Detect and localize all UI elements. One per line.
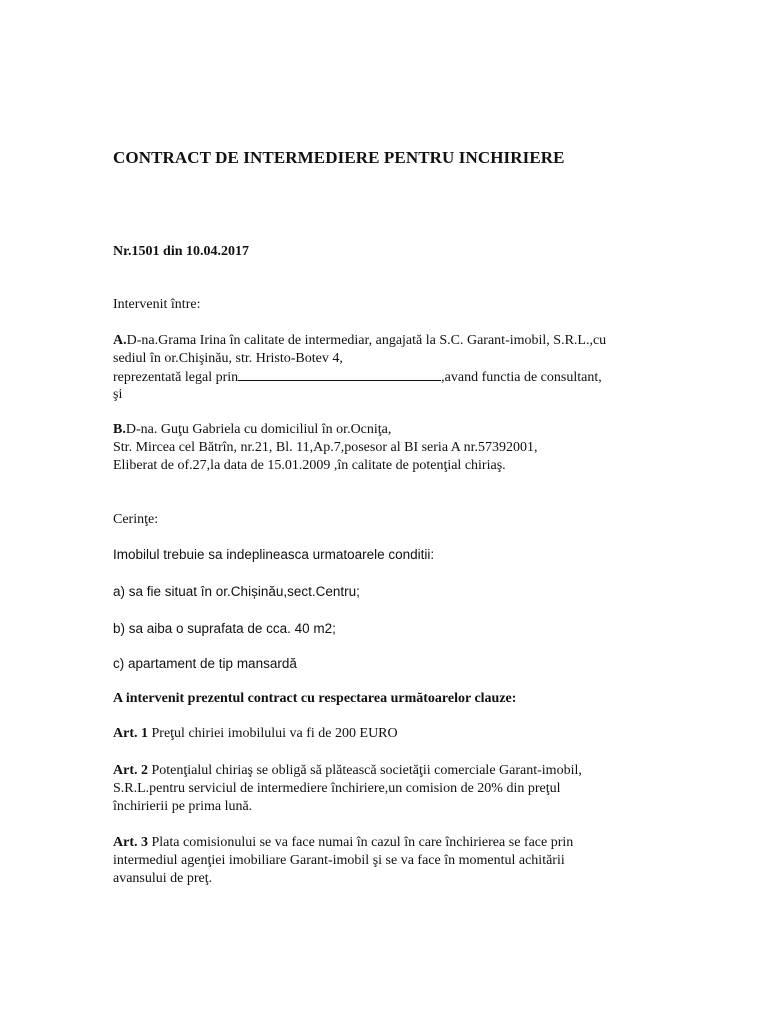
party-a-line-4: şi bbox=[113, 387, 123, 402]
clauses-heading: A intervenit prezentul contract cu respectarea următoarelor clauze: bbox=[113, 691, 517, 706]
cerinte-item-c: c) apartament de tip mansardă bbox=[113, 656, 297, 671]
art1-text: Preţul chiriei imobilului va fi de 200 EURO bbox=[148, 726, 398, 741]
party-a-text-1: D-na.Grama Irina în calitate de intermediar, angajată la S.C. Garant-imobil, S.R.L.,cu bbox=[126, 333, 607, 348]
intervenit-label: Intervenit între: bbox=[113, 297, 201, 312]
party-b-line-2: Str. Mircea cel Bătrîn, nr.21, Bl. 11,Ap.7,posesor al BI seria A nr.57392001, bbox=[113, 440, 538, 455]
contract-number: Nr.1501 din 10.04.2017 bbox=[113, 244, 250, 259]
art2-line-3: închirierii pe prima lună. bbox=[113, 799, 253, 814]
art2-line-2: S.R.L.pentru serviciul de intermediere închiriere,un comision de 20% din preţul bbox=[113, 781, 561, 796]
party-b-text-1: D-na. Guţu Gabriela cu domiciliul în or.Ocniţa, bbox=[125, 422, 392, 437]
party-b-line-1 bbox=[113, 421, 391, 439]
cerinte-item-a: a) sa fie situat în or.Chișinău,sect.Centru; bbox=[113, 584, 360, 599]
art3-line-2: intermediul agenţiei imobiliare Garant-imobil şi se va face în momentul achitării bbox=[113, 853, 565, 868]
party-a-letter: A. bbox=[113, 333, 127, 348]
contract-title: CONTRACT DE INTERMEDIERE PENTRU INCHIRIERE bbox=[113, 148, 565, 167]
party-b-line-3: Eliberat de of.27,la data de 15.01.2009 ,în calitate de potenţial chiriaş. bbox=[113, 458, 506, 473]
art3-text-1: Plata comisionului se va face numai în cazul în care închirierea se face prin bbox=[148, 835, 574, 850]
art3-label: Art. 3 bbox=[113, 835, 148, 850]
party-a-rep-label: reprezentată legal prin bbox=[113, 370, 239, 385]
party-a-line-2: sediul în or.Chişinău, str. Hristo-Botev 4, bbox=[113, 351, 343, 366]
art3-line-3: avansului de preţ. bbox=[113, 871, 213, 886]
party-a-line-1 bbox=[113, 332, 606, 350]
party-a-line-3 bbox=[113, 368, 602, 387]
art2-line-1 bbox=[113, 762, 582, 780]
art2-text-1: Potenţialul chiriaş se obligă să plătească societăţii comerciale Garant-imobil, bbox=[148, 763, 582, 778]
cerinte-item-b: b) sa aiba o suprafata de cca. 40 m2; bbox=[113, 621, 336, 636]
art2-label: Art. 2 bbox=[113, 763, 148, 778]
cerinte-heading: Cerinţe: bbox=[113, 512, 159, 527]
party-a-rep-role: ,avand functia de consultant, bbox=[441, 370, 602, 385]
art1-line-1 bbox=[113, 725, 398, 743]
party-b-letter: B. bbox=[113, 422, 126, 437]
art1-label: Art. 1 bbox=[113, 726, 148, 741]
cerinte-intro: Imobilul trebuie sa indeplineasca urmatoarele conditii: bbox=[113, 547, 435, 562]
art3-line-1 bbox=[113, 834, 573, 852]
signature-blank bbox=[238, 368, 441, 381]
